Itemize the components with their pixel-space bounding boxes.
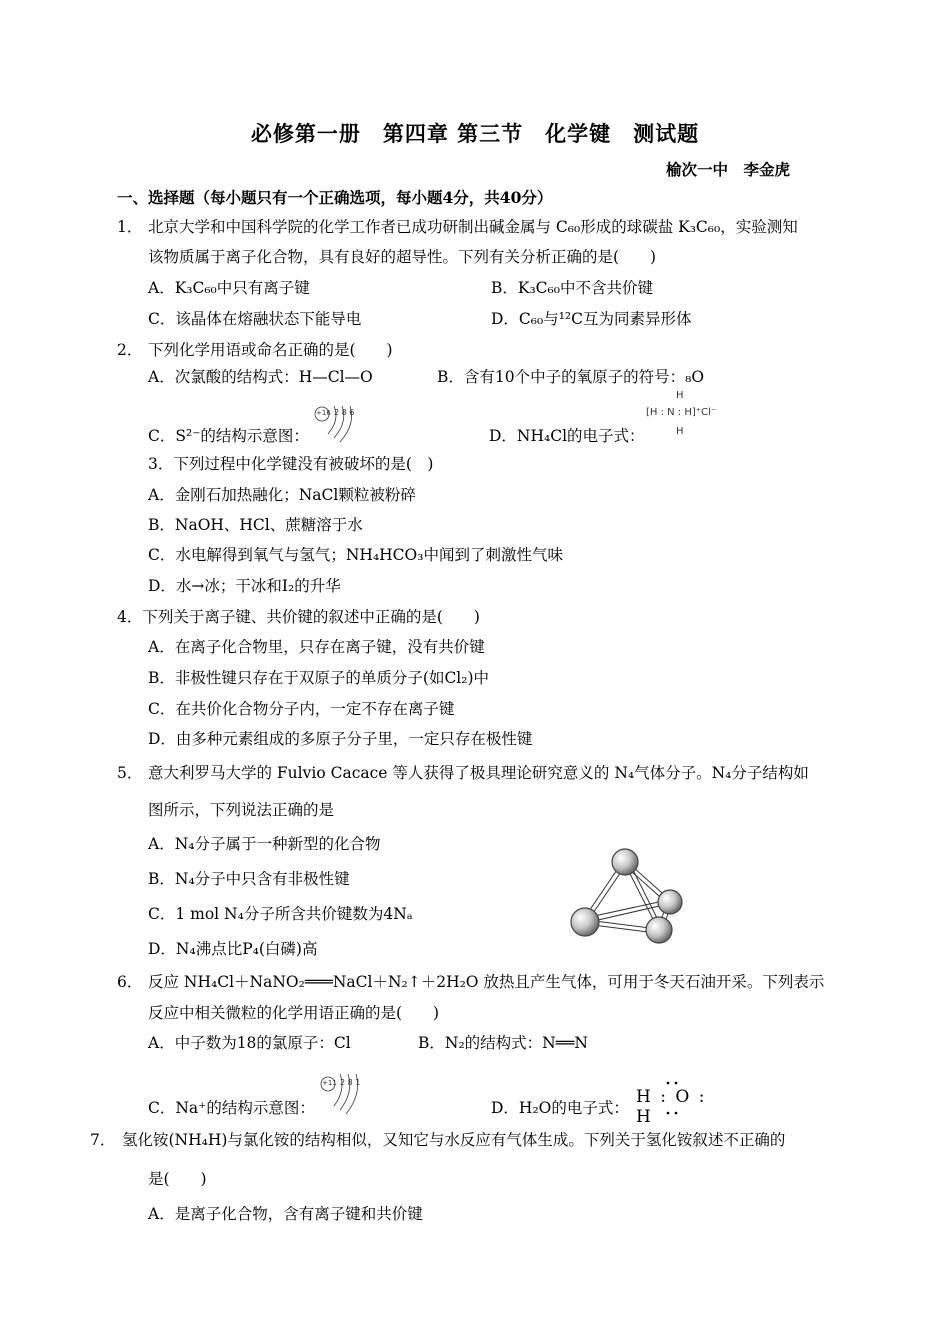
- q1-option-b: B．K₃C₆₀中不含共价键: [491, 279, 653, 297]
- q5-stem-line1: 意大利罗马大学的 Fulvio Cacace 等人获得了极具理论研究意义的 N₄气体分子。N₄分子结构如: [148, 764, 809, 782]
- q4-option-d: D．由多种元素组成的多原子分子里，一定只存在极性键: [148, 730, 533, 748]
- q4-option-c: C．在共价化合物分子内，一定不存在离子键: [148, 700, 455, 718]
- q5-option-b: B．N₄分子中只含有非极性键: [148, 870, 350, 888]
- h2o-electron-formula: [634, 1078, 724, 1127]
- q3-stem: 3．下列过程中化学键没有被破坏的是( ): [148, 455, 434, 473]
- q5-number: 5．: [117, 764, 143, 782]
- q5-option-a: A．N₄分子属于一种新型的化合物: [148, 835, 381, 853]
- q6-option-d: D．H₂O的电子式：: [491, 1099, 629, 1117]
- n4-atom-left: [571, 908, 599, 936]
- q1-option-a: A．K₃C₆₀中只有离子键: [148, 279, 310, 297]
- q5-stem-line2: 图所示，下列说法正确的是: [148, 801, 335, 819]
- q4-option-a: A．在离子化合物里，只存在离子键，没有共价键: [148, 638, 485, 656]
- na-structure-diagram: [318, 1070, 366, 1116]
- na-shell-labels: 2 8 1: [340, 1078, 361, 1087]
- q3-option-b: B．NaOH、HCl、蔗糖溶于水: [148, 516, 363, 534]
- nh4cl-middle-row: [H : N : H]⁺Cl⁻: [646, 407, 717, 418]
- q2-stem: 下列化学用语或命名正确的是( ): [148, 341, 393, 359]
- q5-option-c: C．1 mol N₄分子所含共价键数为4Nₐ: [148, 905, 413, 923]
- q3-option-a: A．金刚石加热融化；NaCl颗粒被粉碎: [148, 486, 416, 504]
- q2-option-c: C．S²⁻的结构示意图：: [148, 427, 309, 445]
- q6-option-c: C．Na⁺的结构示意图：: [148, 1099, 315, 1117]
- q6-option-b: B．N₂的结构式：N══N: [418, 1034, 588, 1052]
- nh4cl-bottom-h: H: [676, 426, 684, 437]
- h2o-formula-row: H : O : H: [636, 1087, 707, 1127]
- q7-number: 7．: [90, 1131, 116, 1149]
- q7-stem-line2: 是( ): [148, 1170, 207, 1188]
- q4-stem: 4．下列关于离子键、共价键的叙述中正确的是( ): [117, 608, 480, 626]
- n4-atom-top: [612, 849, 638, 875]
- q1-option-c: C．该晶体在熔融状态下能导电: [148, 310, 362, 328]
- q6-number: 6．: [117, 973, 143, 991]
- q5-option-d: D．N₄沸点比P₄(白磷)高: [148, 940, 318, 958]
- n4-atom-front: [646, 917, 672, 943]
- q6-stem-line1: 反应 NH₄Cl＋NaNO₂═══NaCl＋N₂↑＋2H₂O 放热且产生气体，可用于冬天石油开采。下列表示: [148, 973, 825, 991]
- section-heading: 一、选择题（每小题只有一个正确选项，每小题4分，共40分）: [117, 188, 553, 207]
- na-nucleus-label: +11: [322, 1079, 337, 1087]
- s2-structure-diagram: [312, 402, 360, 444]
- s2-shell-labels: 2 8 6: [334, 408, 355, 417]
- q7-option-a: A．是离子化合物，含有离子键和共价键: [148, 1205, 423, 1223]
- q1-stem-line1: 北京大学和中国科学院的化学工作者已成功研制出碱金属与 C₆₀形成的球碳盐 K₃C₆₀，实验测知: [148, 218, 798, 236]
- n4-atom-right: [658, 890, 682, 914]
- n4-molecule-figure: [560, 840, 690, 950]
- q2-option-a: A．次氯酸的结构式：H—Cl—O: [148, 368, 373, 386]
- q3-option-d: D．水→冰；干冰和I₂的升华: [148, 577, 341, 595]
- q6-option-a: A．中子数为18的氯原子：Cl: [148, 1034, 351, 1052]
- s2-nucleus-label: +16: [316, 409, 331, 417]
- q1-option-d: D．C₆₀与¹²C互为同素异形体: [491, 310, 692, 328]
- nh4cl-electron-formula: [646, 390, 756, 442]
- q7-stem-line1: 氢化铵(NH₄H)与氯化铵的结构相似，又知它与水反应有气体生成。下列关于氢化铵叙述不正确的: [122, 1131, 786, 1149]
- q6-stem-line2: 反应中相关微粒的化学用语正确的是( ): [148, 1004, 440, 1022]
- q4-option-b: B．非极性键只存在于双原子的单质分子(如Cl₂)中: [148, 669, 490, 687]
- q2-option-b: B．含有10个中子的氧原子的符号：₈O: [437, 368, 705, 386]
- q2-number: 2．: [117, 341, 143, 359]
- q1-number: 1．: [117, 218, 143, 236]
- author-line: 榆次一中 李金虎: [666, 160, 791, 179]
- q1-stem-line2: 该物质属于离子化合物，具有良好的超导性。下列有关分析正确的是( ): [148, 248, 657, 266]
- q2-option-d: D．NH₄Cl的电子式：: [489, 427, 645, 445]
- nh4cl-top-h: H: [676, 390, 684, 401]
- page-title: 必修第一册 第四章 第三节 化学键 测试题: [250, 121, 700, 146]
- q3-option-c: C．水电解得到氧气与氢气；NH₄HCO₃中闻到了刺激性气味: [148, 546, 563, 564]
